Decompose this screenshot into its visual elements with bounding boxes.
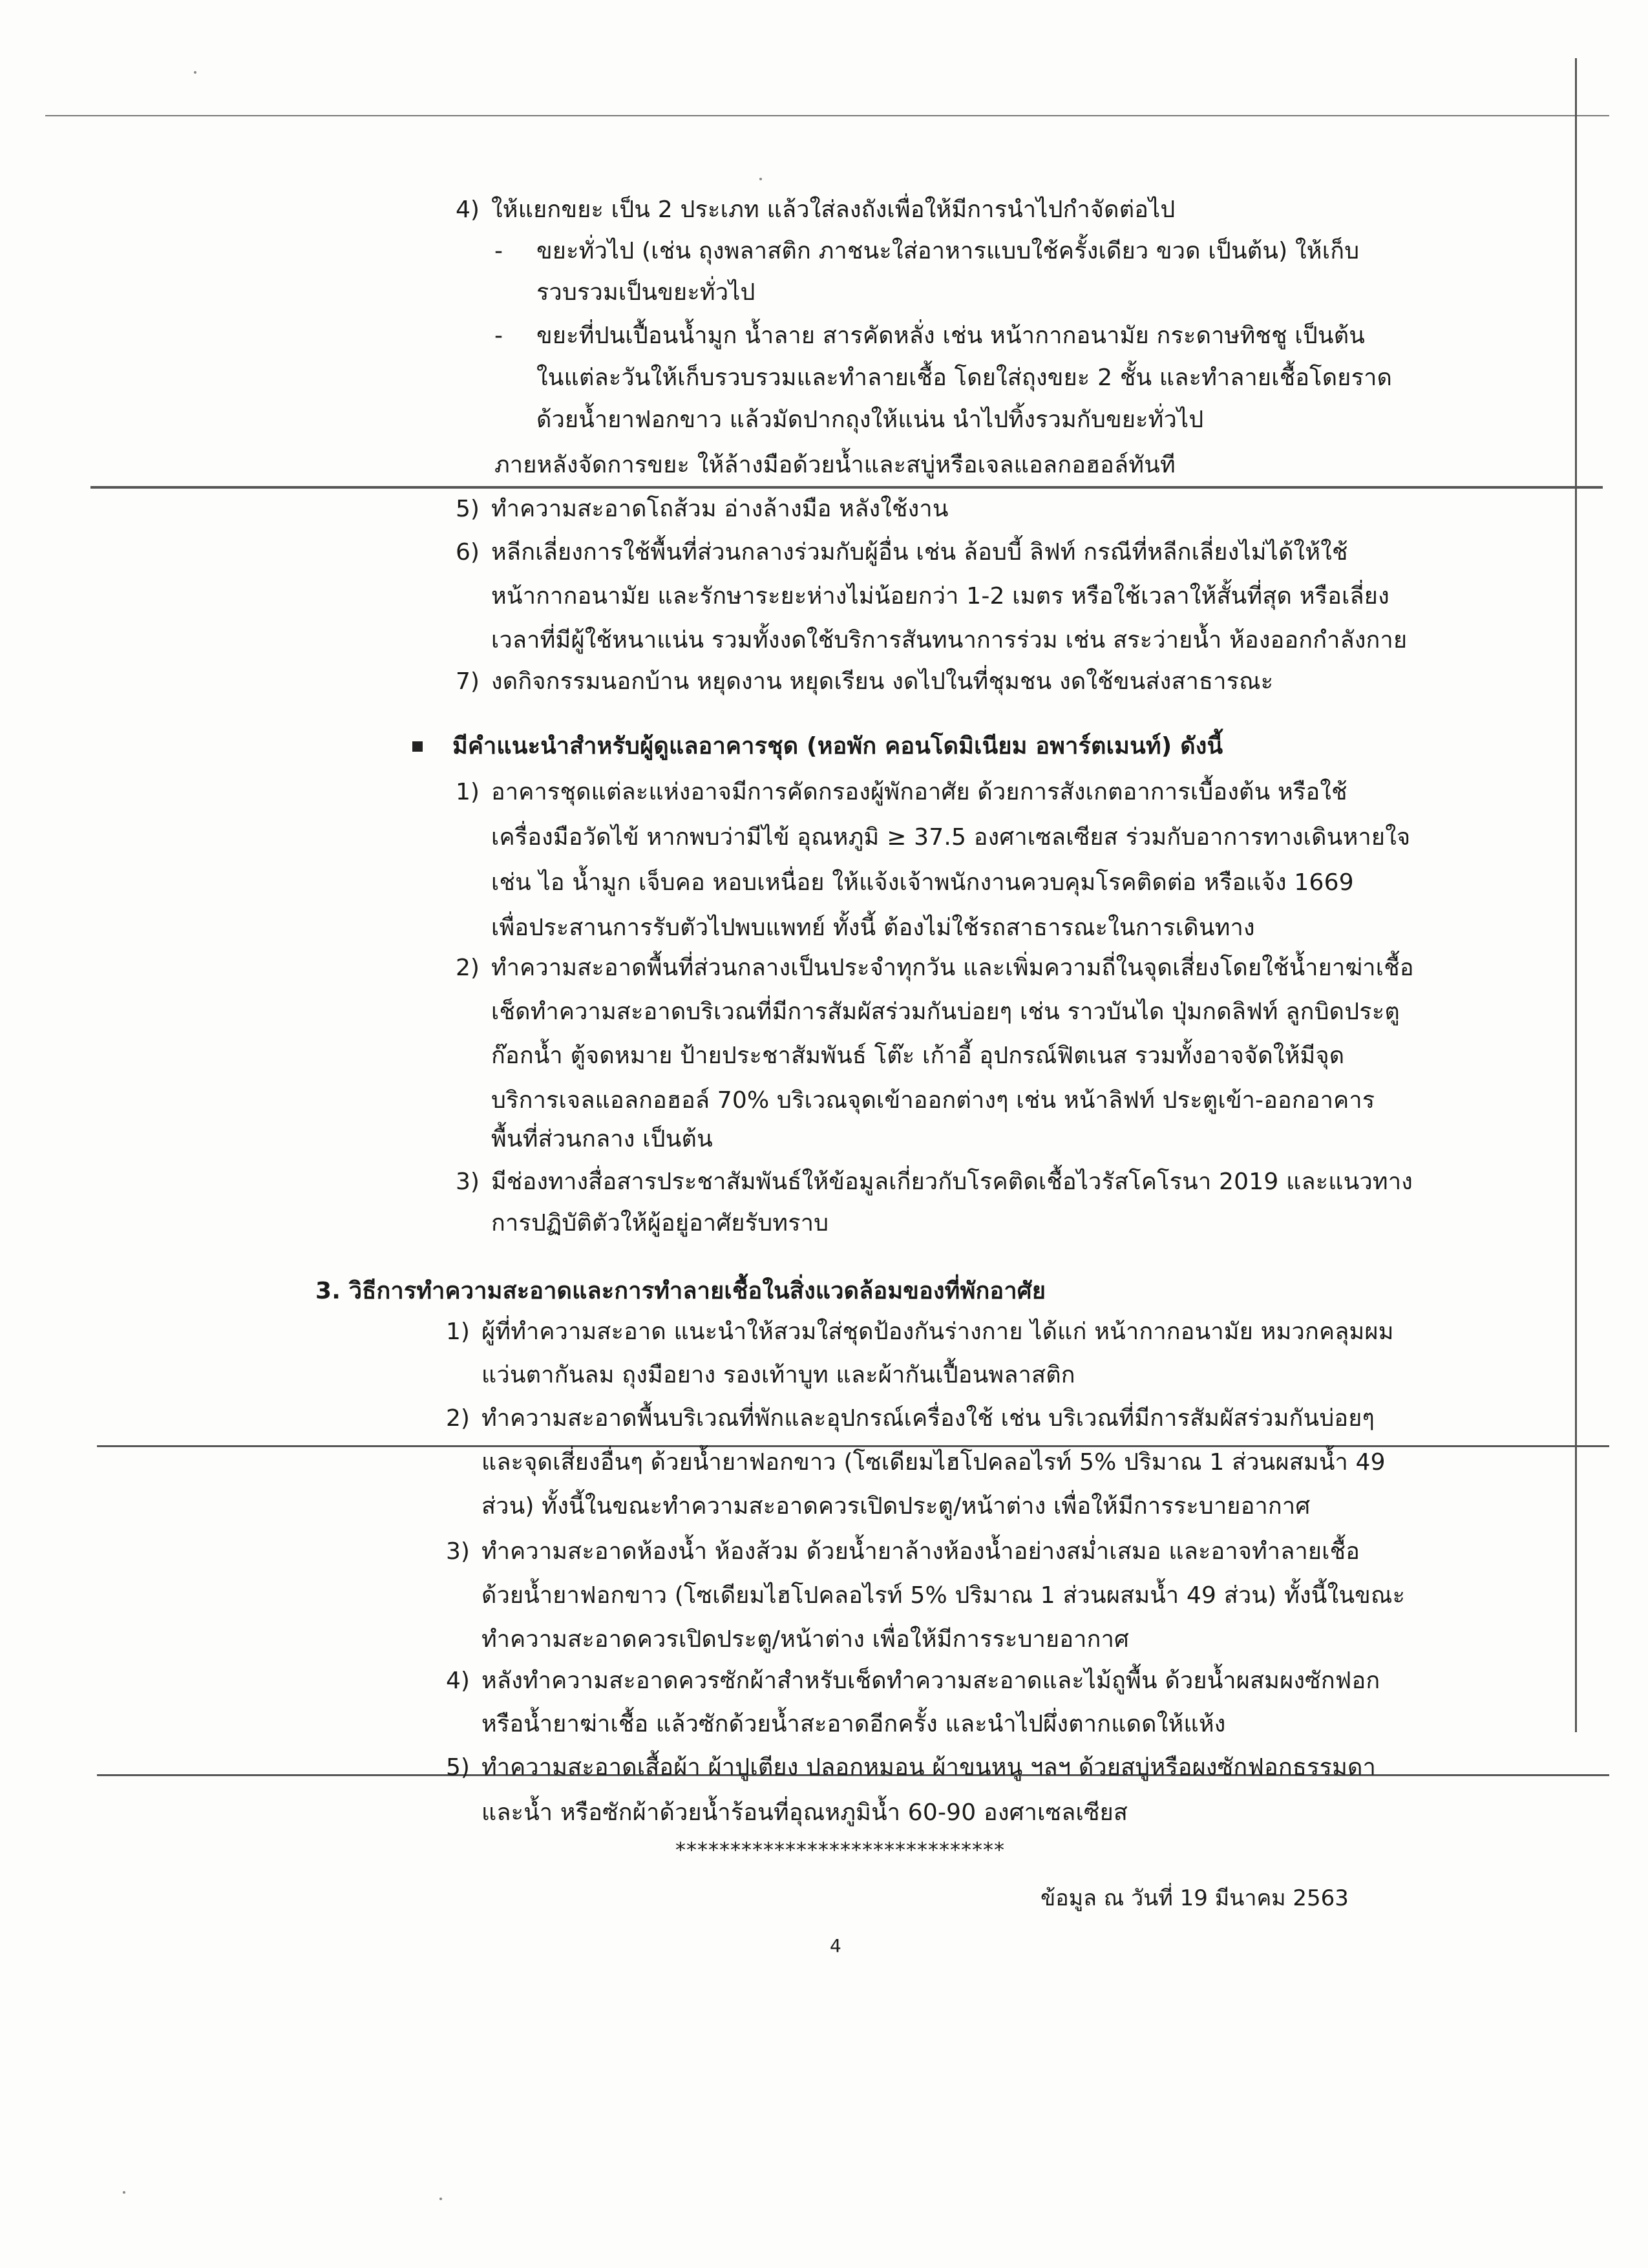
item5-number: 5) [456,496,480,522]
item4-heading: ให้แยกขยะ เป็น 2 ประเภท แล้วใส่ลงถังเพื่อให้มีการนำไปกำจัดต่อไป [491,196,1176,223]
s3-item3-number: 3) [446,1538,470,1565]
item4-sub1-line1: ขยะทั่วไป (เช่น ถุงพลาสติก ภาชนะใส่อาหารแบบใช้ครั้งเดียว ขวด เป็นต้น) ให้เก็บ [536,238,1360,264]
s3-item3-line1: ทำความสะอาดห้องน้ำ ห้องส้วม ด้วยน้ำยาล้างห้องน้ำอย่างสม่ำเสมอ และอาจทำลายเชื้อ [481,1538,1360,1565]
condo-item2-line3: ก๊อกน้ำ ตู้จดหมาย ป้ายประชาสัมพันธ์ โต๊ะ เก้าอี้ อุปกรณ์ฟิตเนส รวมทั้งอาจจัดให้มีจุด [491,1043,1345,1069]
scan-dust [123,2191,125,2194]
condo-item1-number: 1) [456,779,480,805]
condo-heading: มีคำแนะนำสำหรับผู้ดูแลอาคารชุด (หอพัก คอนโดมิเนียม อพาร์ตเมนท์) ดังนี้ [452,733,1223,759]
s3-item2-line1: ทำความสะอาดพื้นบริเวณที่พักและอุปกรณ์เครื่องใช้ เช่น บริเวณที่มีการสัมผัสร่วมกันบ่อยๆ [481,1405,1375,1432]
scan-artifact-line-1 [90,486,1603,489]
item6-number: 6) [456,539,480,566]
condo-item1-line3: เช่น ไอ น้ำมูก เจ็บคอ หอบเหนื่อย ให้แจ้งเจ้าพนักงานควบคุมโรคติดต่อ หรือแจ้ง 1669 [491,869,1354,896]
condo-item2-line4: บริการเจลแอลกอฮอล์ 70% บริเวณจุดเข้าออกต่างๆ เช่น หน้าลิฟท์ ประตูเข้า-ออกอาคาร [491,1087,1375,1114]
scan-dust [439,2198,442,2200]
item6-line1: หลีกเลี่ยงการใช้พื้นที่ส่วนกลางร่วมกับผู้อื่น เช่น ล้อบบี้ ลิฟท์ กรณีที่หลีกเลี่ยงไม่ได้ให้ใช้ [491,539,1348,566]
item6-line3: เวลาที่มีผู้ใช้หนาแน่น รวมทั้งงดใช้บริการสันทนาการร่วม เช่น สระว่ายน้ำ ห้องออกกำลังกาย [491,627,1408,653]
scan-dust [759,178,762,180]
condo-item3-line2: การปฏิบัติตัวให้ผู้อยู่อาศัยรับทราบ [491,1210,829,1236]
item4-sub1-line2: รวบรวมเป็นขยะทั่วไป [536,279,755,306]
condo-item2-line2: เช็ดทำความสะอาดบริเวณที่มีการสัมผัสร่วมกันบ่อยๆ เช่น ราวบันได ปุ่มกดลิฟท์ ลูกบิดประตู [491,999,1400,1025]
scan-dust [194,71,196,74]
s3-item4-line2: หรือน้ำยาฆ่าเชื้อ แล้วซักด้วยน้ำสะอาดอีกครั้ง และนำไปผึ่งตากแดดให้แห้ง [481,1711,1226,1737]
s3-item2-line3: ส่วน) ทั้งนี้ในขณะทำความสะอาดควรเปิดประตู/หน้าต่าง เพื่อให้มีการระบายอากาศ [481,1493,1311,1520]
s3-item1-number: 1) [446,1319,470,1345]
condo-item2-number: 2) [456,955,480,981]
s3-item4-line1: หลังทำความสะอาดควรซักผ้าสำหรับเช็ดทำความสะอาดและไม้ถูพื้น ด้วยน้ำผสมผงซักฟอก [481,1668,1380,1694]
condo-item2-line5: พื้นที่ส่วนกลาง เป็นต้น [491,1126,713,1152]
condo-item2-line1: ทำความสะอาดพื้นที่ส่วนกลางเป็นประจำทุกวัน และเพิ่มความถี่ในจุดเสี่ยงโดยใช้น้ำยาฆ่าเชื้อ [491,955,1414,981]
item6-line2: หน้ากากอนามัย และรักษาระยะห่างไม่น้อยกว่า 1-2 เมตร หรือใช้เวลาให้สั้นที่สุด หรือเลี่ยง [491,583,1389,609]
s3-item2-line2: และจุดเสี่ยงอื่นๆ ด้วยน้ำยาฟอกขาว (โซเดียมไฮโปคลอไรท์ 5% ปริมาณ 1 ส่วนผสมน้ำ 49 [481,1449,1386,1476]
scan-artifact-line-top [45,115,1609,116]
page-number: 4 [830,1935,841,1956]
s3-item2-number: 2) [446,1405,470,1432]
data-date-note: ข้อมูล ณ วันที่ 19 มีนาคม 2563 [1041,1885,1349,1911]
s3-item5-number: 5) [446,1754,470,1781]
s3-item4-number: 4) [446,1668,470,1694]
s3-item5-line1: ทำความสะอาดเสื้อผ้า ผ้าปูเตียง ปลอกหมอน ผ้าขนหนู ฯลฯ ด้วยสบู่หรือผงซักฟอกธรรมดา [481,1754,1377,1781]
s3-item3-line2: ด้วยน้ำยาฟอกขาว (โซเดียมไฮโปคลอไรท์ 5% ปริมาณ 1 ส่วนผสมน้ำ 49 ส่วน) ทั้งนี้ในขณะ [481,1582,1406,1609]
item4-sub2-line2: ในแต่ละวันให้เก็บรวบรวมและทำลายเชื้อ โดยใส่ถุงขยะ 2 ชั้น และทำลายเชื้อโดยราด [536,365,1393,391]
condo-item3-line1: มีช่องทางสื่อสารประชาสัมพันธ์ให้ข้อมูลเกี่ยวกับโรคติดเชื้อไวรัสโคโรนา 2019 และแนวทาง [491,1169,1413,1195]
s3-item1-line1: ผู้ที่ทำความสะอาด แนะนำให้สวมใส่ชุดป้องกันร่างกาย ได้แก่ หน้ากากอนามัย หมวกคลุมผม [481,1319,1394,1345]
item4-number: 4) [456,196,480,223]
item4-sub2-line3: ด้วยน้ำยาฟอกขาว แล้วมัดปากถุงให้แน่น นำไปทิ้งรวมกับขยะทั่วไป [536,407,1204,433]
condo-item1-line4: เพื่อประสานการรับตัวไปพบแพทย์ ทั้งนี้ ต้องไม่ใช้รถสาธารณะในการเดินทาง [491,915,1255,941]
condo-item3-number: 3) [456,1169,480,1195]
condo-item1-line1: อาคารชุดแต่ละแห่งอาจมีการคัดกรองผู้พักอาศัย ด้วยการสังเกตอาการเบื้องต้น หรือใช้ [491,779,1347,805]
section-bullet-icon [412,741,423,752]
scan-artifact-line-2 [97,1445,1609,1447]
scan-artifact-vertical-line [1575,58,1577,1732]
section3-heading: 3. วิธีการทำความสะอาดและการทำลายเชื้อในสิ่งแวดล้อมของที่พักอาศัย [315,1278,1046,1304]
end-stars-separator: ****************************** [675,1838,1005,1862]
item7-number: 7) [456,668,480,695]
s3-item5-line2: และน้ำ หรือซักผ้าด้วยน้ำร้อนที่อุณหภูมิน้ำ 60-90 องศาเซลเซียส [481,1799,1128,1826]
item7-text: งดกิจกรรมนอกบ้าน หยุดงาน หยุดเรียน งดไปในที่ชุมชน งดใช้ขนส่งสาธารณะ [491,668,1274,695]
condo-item1-line2: เครื่องมือวัดไข้ หากพบว่ามีไข้ อุณหภูมิ ≥ 37.5 องศาเซลเซียส ร่วมกับอาการทางเดินหายใจ [491,824,1411,851]
item4-sub2-line1: ขยะที่ปนเปื้อนน้ำมูก น้ำลาย สารคัดหลั่ง เช่น หน้ากากอนามัย กระดาษทิชชู เป็นต้น [536,323,1366,349]
item5-text: ทำความสะอาดโถส้วม อ่างล้างมือ หลังใช้งาน [491,496,949,522]
item4-dash-1: - [494,238,503,264]
item4-dash-2: - [494,323,503,349]
s3-item1-line2: แว่นตากันลม ถุงมือยาง รองเท้าบูท และผ้ากันเปื้อนพลาสติก [481,1362,1075,1388]
item4-after: ภายหลังจัดการขยะ ให้ล้างมือด้วยน้ำและสบู่หรือเจลแอลกอฮอล์ทันที [494,452,1176,478]
s3-item3-line3: ทำความสะอาดควรเปิดประตู/หน้าต่าง เพื่อให้มีการระบายอากาศ [481,1626,1130,1653]
